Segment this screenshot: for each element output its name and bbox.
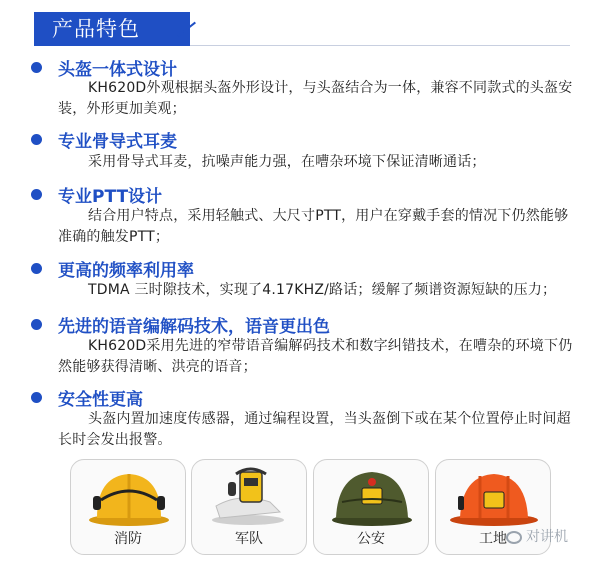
section-title: 产品特色	[52, 17, 140, 41]
bullet-icon	[31, 62, 42, 73]
photo-military	[191, 459, 307, 555]
feature-description: 头盔内置加速度传感器，通过编程设置，当头盔倒下或在某个位置停止时间超长时会发出报警。	[58, 411, 571, 448]
wechat-icon	[506, 531, 522, 544]
feature-title: 更高的频率利用率	[58, 261, 194, 281]
photo-caption: 军队	[235, 531, 263, 547]
header-divider	[190, 45, 570, 46]
watermark-text: 对讲机	[526, 529, 568, 545]
feature-title: 专业骨导式耳麦	[58, 132, 177, 152]
bullet-icon	[31, 263, 42, 274]
military-headset-icon	[200, 462, 300, 530]
photo-caption: 消防	[114, 531, 142, 547]
construction-helmet-icon	[444, 462, 544, 530]
feature-description: TDMA 三时隙技术，实现了4.17KHZ/路话；缓解了频谱资源短缺的压力；	[88, 282, 557, 298]
section-header	[34, 12, 190, 46]
firefighter-helmet-icon	[79, 462, 179, 530]
feature-description: 结合用户特点，采用轻触式、大尺寸PTT，用户在穿戴手套的情况下仍然能够准确的触发PTT；	[58, 208, 569, 245]
feature-title: 头盔一体式设计	[58, 60, 177, 80]
bullet-icon	[31, 319, 42, 330]
feature-description: KH620D采用先进的窄带语音编解码技术和数字纠错技术，在嘈杂的环境下仍然能够获得清晰、洪亮的语音；	[58, 338, 573, 375]
feature-description: KH620D外观根据头盔外形设计，与头盔结合为一体，兼容不同款式的头盔安装，外形更加美观；	[58, 80, 573, 117]
police-helmet-icon	[322, 462, 422, 530]
photo-police	[313, 459, 429, 555]
feature-title: 先进的语音编解码技术，语音更出色	[58, 317, 330, 337]
feature-description: 采用骨导式耳麦，抗噪声能力强，在嘈杂环境下保证清晰通话；	[88, 154, 486, 170]
bullet-icon	[31, 392, 42, 403]
bullet-icon	[31, 134, 42, 145]
bullet-icon	[31, 189, 42, 200]
photo-caption: 公安	[357, 531, 385, 547]
feature-title: 安全性更高	[58, 390, 143, 410]
photo-firefighter	[70, 459, 186, 555]
feature-title: 专业PTT设计	[58, 187, 163, 207]
watermark	[506, 526, 568, 546]
photo-caption: 工地	[479, 531, 507, 547]
